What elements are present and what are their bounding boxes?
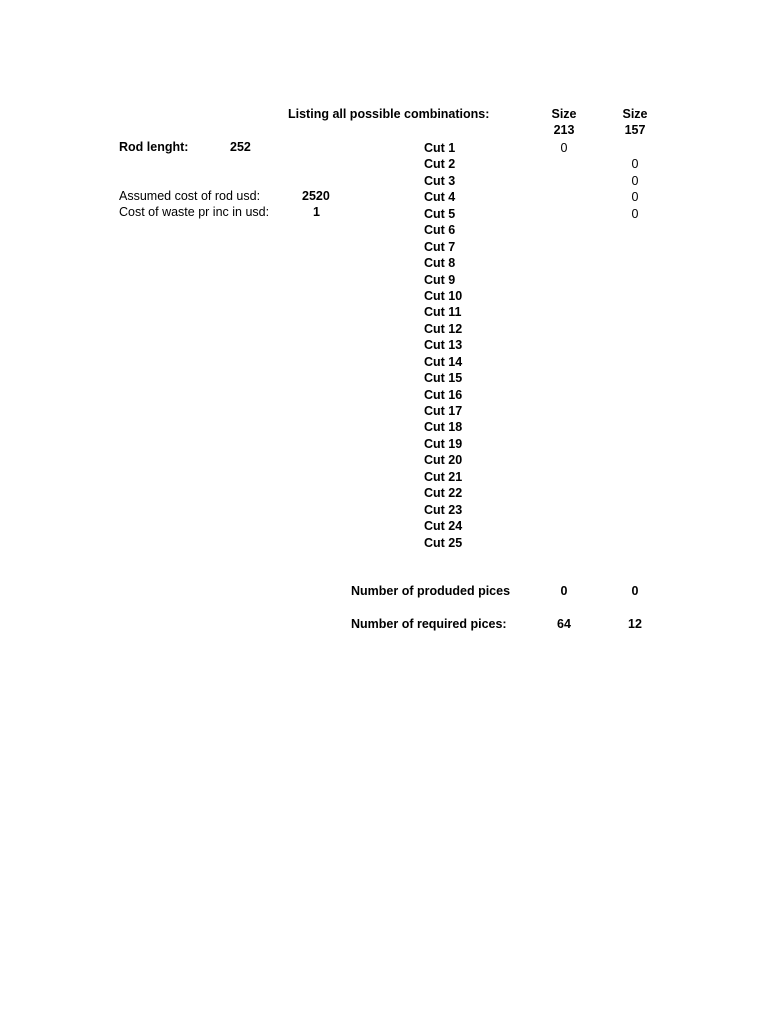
cuts-list [424,140,484,551]
cut-label: Cut 7 [424,239,456,254]
produced-value-213: 0 [560,584,568,598]
cut-size-213-cell: 0 [560,141,568,155]
cut-size-213-cell [544,469,584,485]
cut-label: Cut 16 [424,387,463,402]
cut-label: Cut 5 [424,206,456,221]
cut-size-213-cell [544,518,584,534]
required-label: Number of required pices: [351,617,507,631]
cut-size-213-cell [544,354,584,370]
cut-label: Cut 10 [424,288,463,303]
cut-size-157-cell [615,288,655,304]
size-col-1-value: 213 [553,123,575,137]
cut-label: Cut 15 [424,371,463,386]
cut-label: Cut 2 [424,157,456,172]
size-col-1-header: Size [551,107,577,121]
cut-label: Cut 11 [424,305,462,320]
cut-size-213-cell [544,206,584,222]
rod-length-label: Rod lenght: [119,140,189,154]
size-157-values [615,140,655,551]
waste-cost-label: Cost of waste pr inc in usd: [119,205,270,219]
required-value-157[interactable]: 12 [628,617,642,631]
produced-label: Number of produded pices [351,584,511,598]
size-213-values [544,140,584,551]
cut-label: Cut 8 [424,256,456,271]
produced-value-157: 0 [631,584,639,598]
required-value-213[interactable]: 64 [557,617,571,631]
cut-size-213-cell [544,255,584,271]
cut-size-157-cell: 0 [631,173,639,188]
cut-label: Cut 6 [424,223,456,238]
cut-size-157-cell [615,436,655,452]
cut-label: Cut 4 [424,190,456,205]
listing-heading: Listing all possible combinations: [288,107,490,121]
cut-label: Cut 13 [424,338,463,353]
cut-size-157-cell: 0 [631,206,639,221]
size-col-2-value: 157 [624,123,646,137]
rod-cost-value[interactable]: 2520 [302,189,330,203]
cut-size-213-cell [544,419,584,435]
cut-label: Cut 25 [424,535,463,550]
cut-size-213-cell [544,222,584,238]
cut-label: Cut 18 [424,420,463,435]
cut-size-213-cell [544,387,584,403]
cut-size-157-cell [615,452,655,468]
cut-size-213-cell [544,173,584,189]
cut-size-213-cell [544,337,584,353]
cut-label: Cut 9 [424,272,456,287]
cut-size-157-cell [615,370,655,386]
cut-size-157-cell [615,485,655,501]
cut-size-213-cell [544,239,584,255]
cut-size-213-cell [544,403,584,419]
cut-size-157-cell: 0 [631,190,639,205]
cut-label: Cut 17 [424,404,463,418]
cut-label: Cut 24 [424,519,463,534]
cut-label: Cut 14 [424,354,463,369]
cut-size-157-cell [615,140,655,156]
cut-size-157-cell [615,239,655,255]
cut-label: Cut 23 [424,502,463,517]
cut-size-213-cell [544,304,584,320]
size-col-2-header: Size [622,107,648,121]
cut-size-213-cell [544,485,584,501]
cut-label: Cut 21 [424,469,463,484]
cut-size-157-cell [615,535,655,551]
cut-size-157-cell [615,337,655,353]
cut-label: Cut 1 [424,141,456,155]
cut-size-157-cell: 0 [631,157,639,172]
cut-label: Cut 12 [424,321,463,336]
cut-size-157-cell [615,272,655,288]
cut-size-213-cell [544,189,584,205]
cut-size-213-cell [544,321,584,337]
cut-size-157-cell [615,469,655,485]
rod-cost-label: Assumed cost of rod usd: [119,189,261,203]
cut-size-157-cell [615,403,655,419]
cut-size-213-cell [544,436,584,452]
cut-size-157-cell [615,419,655,435]
cut-size-213-cell [544,452,584,468]
cut-size-213-cell [544,288,584,304]
cut-size-157-cell [615,321,655,337]
cut-size-157-cell [615,387,655,403]
cut-label: Cut 20 [424,453,463,468]
cut-size-157-cell [615,354,655,370]
cut-size-213-cell [544,370,584,386]
waste-cost-value[interactable]: 1 [313,205,320,219]
cut-size-157-cell [615,222,655,238]
cut-size-157-cell [615,502,655,518]
cut-size-157-cell [615,255,655,271]
cut-label: Cut 3 [424,173,456,188]
cut-size-213-cell [544,502,584,518]
cut-size-213-cell [544,535,584,551]
cut-label: Cut 22 [424,486,463,501]
cut-size-213-cell [544,272,584,288]
cut-label: Cut 19 [424,436,463,451]
cut-size-157-cell [615,518,655,534]
rod-length-value[interactable]: 252 [230,140,251,154]
cut-size-213-cell [544,156,584,172]
cut-size-157-cell [615,304,655,320]
